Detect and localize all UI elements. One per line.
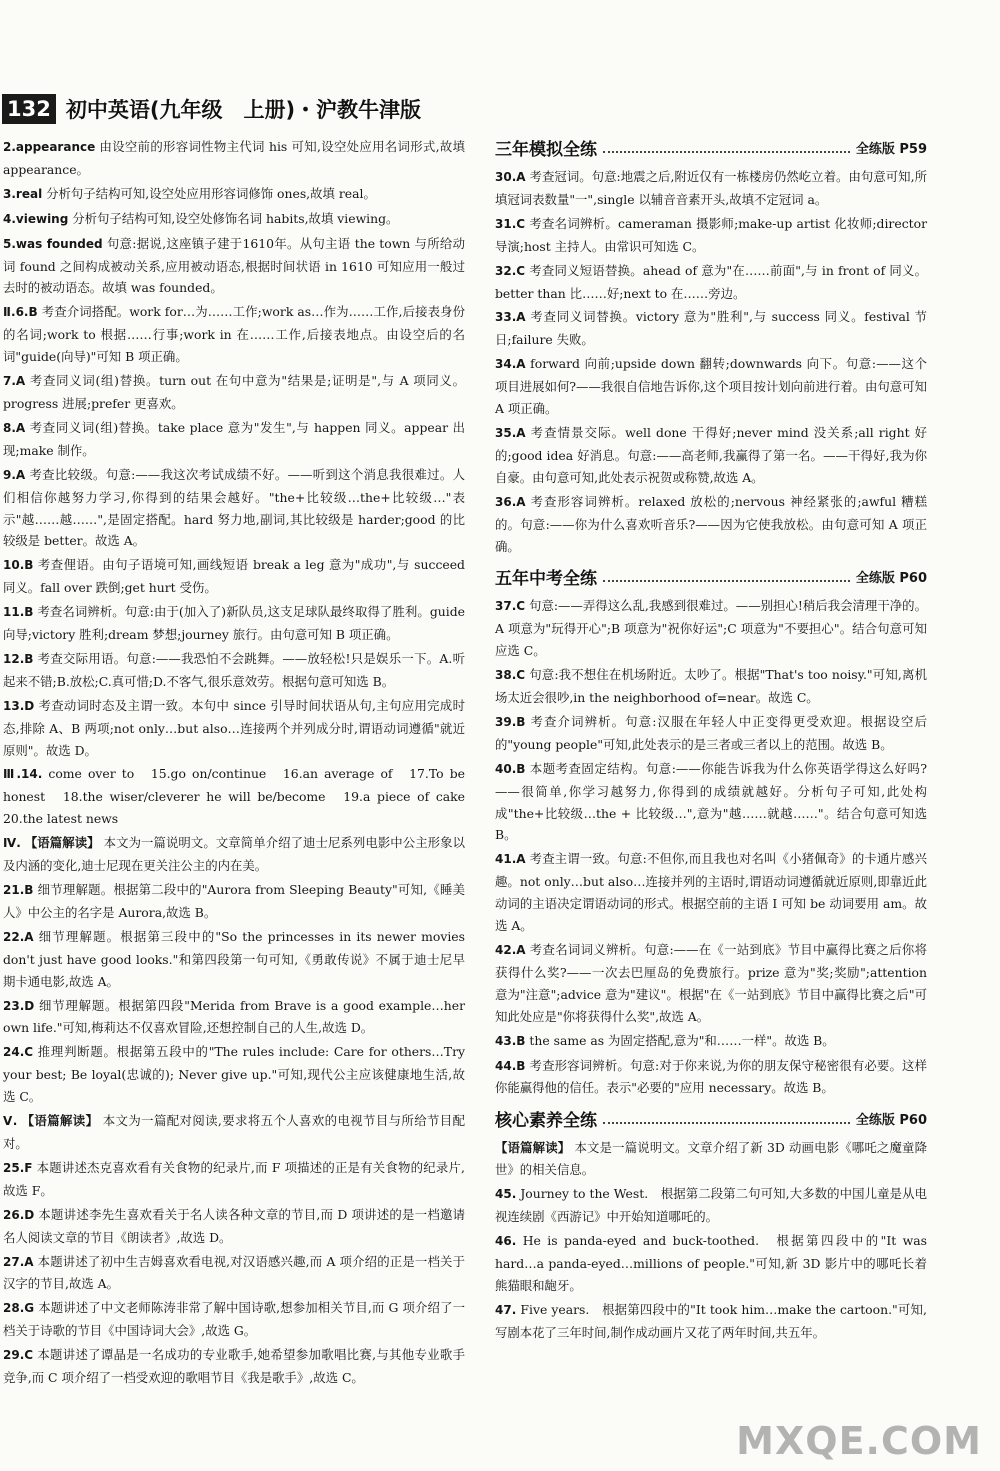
right-column — [495, 136, 927, 1346]
answer-entry — [495, 1183, 927, 1228]
answer-entry — [3, 1157, 465, 1202]
answer-entry — [495, 166, 927, 211]
answer-number: Ⅱ.6.B — [3, 305, 38, 320]
answer-entry — [495, 260, 927, 305]
answer-entry — [3, 554, 465, 599]
answer-explanation: 句意:据说,这座镇子建于1610年。从句主语 the town 与所给动词 found 之间构成被动关系,应用被动语态,根据时间状语 in 1610 可知应用一般过去时的被动语态。故填 was founded。 — [3, 235, 466, 296]
discourse-label: 【语篇解读】 — [495, 1140, 571, 1156]
answer-number: Ⅳ. — [3, 836, 21, 851]
answer-explanation: 本题讲述了谭晶是一名成功的专业歌手,她希望参加歌唱比赛,与其他专业歌手竞争,而 C 项介绍了一档受欢迎的歌唱节目《我是歌手》,故选 C。 — [3, 1347, 465, 1386]
answer-entry — [495, 939, 927, 1028]
answer-explanation: 考查交际用语。句意:——我恐怕不会跳舞。——放轻松!只是娱乐一下。A.听起来不错;B.放松;C.真可惜;D.不客气,很乐意效劳。根据句意可知选 B。 — [3, 650, 465, 689]
page-header — [0, 92, 1000, 126]
answer-entry — [495, 306, 927, 351]
answer-explanation: 考查介词搭配。work for…为……工作;work as…作为……工作,后接表身份的名词;work to 根据……行事;work in 在……工作,后接表地点。由设空后的名词"guide(向导)"可知 B 项正确。 — [3, 304, 465, 365]
book-title: 初中英语(九年级 上册)・沪教牛津版 — [65, 98, 422, 122]
section-page-ref: 全练版 P59 — [855, 141, 927, 157]
section-leader-dots — [603, 570, 850, 582]
answer-number: 8.A — [3, 420, 26, 435]
answer-entry — [3, 1204, 465, 1249]
answer-explanation: 本题考查固定结构。句意:——你能告诉我为什么你英语学得这么好吗?——很简单,你学习越努力,你得到的成绩就越好。分析句子可知,此处构成"the+比较级…the + 比较级…",意为"越……就越……"。结合句意可知选 B。 — [495, 760, 927, 843]
answer-explanation: 考查名词词义辨析。句意:——在《一站到底》节目中赢得比赛之后你将获得什么奖?——一次去巴厘岛的免费旅行。prize 意为"奖;奖励";attention 意为"注意";advice 意为"建议"。根据"在《一站到底》节目中赢得比赛之后"可知此处应是"你将获得什么奖",故选 A。 — [495, 942, 927, 1024]
answer-explanation: 考查情景交际。well done 干得好;never mind 没关系;all right 好的;good idea 好消息。句意:——高老师,我赢得了第一名。——干得好,我为你自豪。由句意可知,此处表示祝贺或称赞,故选 A。 — [495, 424, 927, 485]
answer-entry — [495, 595, 927, 662]
left-column — [3, 136, 478, 1391]
discourse-label: 【语篇解读】 — [24, 835, 100, 851]
answer-explanation: 考查介词辨析。句意:汉服在年轻人中正变得更受欢迎。根据设空后的"young people"可知,此处表示的是三者或三者以上的范围。故选 B。 — [495, 713, 927, 752]
answer-explanation: 本题讲述杰克喜欢看有关食物的纪录片,而 F 项描述的正是有关食物的纪录片,故选 F。 — [3, 1159, 465, 1198]
answer-number: 5.was founded — [3, 236, 103, 251]
answer-explanation: 细节理解题。根据第二段中的"Aurora from Sleeping Beauty"可知,《睡美人》中公主的名字是 Aurora,故选 B。 — [3, 882, 465, 920]
answer-explanation: 考查名词辨析。cameraman 摄影师;make-up artist 化妆师;director 导演;host 主持人。由常识可知选 C。 — [495, 215, 927, 254]
answer-entry — [3, 1251, 465, 1296]
answer-explanation: 考查名词辨析。句意:由于(加入了)新队员,这支足球队最终取得了胜利。guide 向导;victory 胜利;dream 梦想;journey 旅行。由句意可知 B 项正确。 — [3, 604, 465, 643]
answer-explanation: 考查俚语。由句子语境可知,画线短语 break a leg 意为"成功",与 succeed 同义。fall over 跌倒;get hurt 受伤。 — [3, 557, 465, 596]
answer-explanation: 考查主谓一致。句意:不但你,而且我也对名叫《小猪佩奇》的卡通片感兴趣。not only…but also…连接并列的主语时,谓语动词遵循就近原则,即靠近此动词的主语决定谓语动词的形式。根据空前的主语 I 可知 be 动词要用 am。故选 A。 — [495, 851, 927, 934]
answer-number: 30.A — [495, 170, 526, 184]
answer-number: 37.C — [495, 599, 526, 614]
answer-number: 26.D — [3, 1207, 35, 1222]
section-page-ref: 全练版 P60 — [855, 1112, 927, 1128]
answer-explanation: 细节理解题。根据第四段"Merida from Brave is a good example…her own life."可知,梅莉达不仅喜欢冒险,还想控制自己的人生,故选 D。 — [3, 997, 465, 1036]
answer-number: 32.C — [495, 263, 526, 278]
answer-entry — [3, 1297, 465, 1342]
answer-entry — [495, 664, 927, 709]
site-watermark: MXQE.COM — [736, 1419, 982, 1463]
answer-number: 25.F — [3, 1160, 33, 1175]
answer-number: 21.B — [3, 883, 34, 897]
answer-number: 10.B — [3, 558, 34, 573]
section-title: 核心素养全练 — [495, 1110, 597, 1131]
answer-number: 4.viewing — [3, 211, 69, 226]
answer-explanation: forward 向前;upside down 翻转;downwards 向下。句意:——这个项目进展如何?——我很自信地告诉你,这个项目按计划向前进行着。由句意可知 A 项正确。 — [495, 356, 927, 417]
answer-number: 35.A — [495, 425, 526, 440]
answer-entry — [3, 832, 465, 877]
answer-entry — [3, 695, 465, 762]
answer-explanation: 考查冠词。句意:地震之后,附近仅有一栋楼房仍然屹立着。由句意可知,所填冠词表数量"一",single 以辅音音素开头,故填不定冠词 a。 — [495, 169, 927, 207]
answer-number: 42.A — [495, 943, 526, 957]
answer-entry — [3, 417, 465, 462]
answer-entry — [495, 1299, 927, 1344]
section-leader-dots — [603, 1112, 850, 1124]
answer-number: 33.A — [495, 310, 526, 325]
answer-entry — [3, 464, 465, 553]
answer-explanation: 本题讲述李先生喜欢看关于名人读各种文章的节目,而 D 项讲述的是一档邀请名人阅读文章的节目《朗读者》,故选 D。 — [3, 1206, 465, 1245]
answer-explanation: Journey to the West. 根据第二段第二句可知,大多数的中国儿童是从电视连续剧《西游记》中开始知道哪吒的。 — [495, 1186, 927, 1225]
answer-entry — [495, 711, 927, 756]
answer-entry — [495, 1030, 927, 1053]
answer-number: 45. — [495, 1187, 517, 1202]
answer-entry — [3, 648, 465, 693]
answer-explanation: He is panda-eyed and buck-toothed. 根据第四段中的"It was hard…a panda-eyed…millions of people."可知,新 3D 影片中的哪吒长着熊猫眼和龅牙。 — [495, 1232, 927, 1293]
answer-entry — [3, 301, 465, 368]
answer-entry — [495, 1137, 927, 1181]
answer-entry — [3, 1344, 465, 1389]
section-title: 三年模拟全练 — [495, 139, 597, 160]
answer-entry — [3, 1041, 465, 1108]
answer-number: 44.B — [495, 1058, 526, 1073]
answer-number: 31.C — [495, 216, 526, 231]
answer-explanation: 句意:我不想住在机场附近。太吵了。根据"That's too noisy."可知,离机场太近会很吵,in the neighborhood of=near。故选 C。 — [495, 667, 927, 706]
answer-explanation: 分析句子结构可知,设空处修饰名词 habits,故填 viewing。 — [72, 210, 399, 226]
answer-number: 23.D — [3, 998, 35, 1013]
answer-entry — [3, 136, 465, 181]
answer-entry — [3, 370, 465, 415]
answer-number: Ⅴ. — [3, 1114, 18, 1129]
answer-entry — [495, 758, 927, 847]
answer-number: 7.A — [3, 374, 26, 389]
answer-number: Ⅲ.14. — [3, 767, 43, 782]
answer-explanation: 本文是一篇说明文。文章介绍了新 3D 动画电影《哪吒之魔童降世》的相关信息。 — [495, 1140, 927, 1178]
answer-number: 46. — [495, 1233, 517, 1248]
answer-number: 34.A — [495, 357, 526, 372]
answer-number: 27.A — [3, 1254, 34, 1269]
answer-number: 40.B — [495, 761, 526, 776]
answer-entry — [495, 491, 927, 558]
section-header — [495, 132, 927, 162]
page-number: 132 — [2, 94, 56, 124]
answer-entry — [495, 848, 927, 937]
answer-explanation: Five years. 根据第四段中的"It took him…make the cartoon."可知,写剧本花了三年时间,制作成动画片又花了两年时间,共五年。 — [495, 1301, 927, 1340]
answer-explanation: 考查同义词(组)替换。take place 意为"发生",与 happen 同义。appear 出现;make 制作。 — [3, 419, 465, 458]
answer-entry — [495, 213, 927, 258]
answer-explanation: 考查同义词替换。victory 意为"胜利",与 success 同义。festival 节日;failure 失败。 — [495, 309, 927, 348]
answer-number: 36.A — [495, 494, 526, 509]
answer-entry — [495, 422, 927, 489]
answer-number: 43.B — [495, 1033, 526, 1048]
answer-explanation: 考查同义词(组)替换。turn out 在句中意为"结果是;证明是",与 A 项同义。progress 进展;prefer 更喜欢。 — [3, 373, 465, 411]
answer-number: 12.B — [3, 651, 34, 666]
answer-explanation: 考查形容词辨析。relaxed 放松的;nervous 神经紧张的;awful 糟糕的。句意:——你为什么喜欢听音乐?——因为它使我放松。由句意可知 A 项正确。 — [495, 493, 927, 554]
answer-explanation: 考查比较级。句意:——我这次考试成绩不好。——听到这个消息我很难过。人们相信你越努力学习,你得到的结果会越好。"the+比较级…the+比较级…"表示"越……越……",是固定搭配。hard 努力地,副词,其比较级是 harder;good 的比较级是 better。故选 A。 — [3, 466, 465, 549]
answer-entry — [495, 353, 927, 420]
answer-number: 11.B — [3, 605, 34, 620]
section-header — [495, 561, 927, 591]
answer-explanation: 细节理解题。根据第三段中的"So the princesses in its newer movies don't just have good looks."和第四段第一句可知,《勇敢传说》不属于迪士尼早期卡通电影,故选 A。 — [3, 928, 465, 989]
answer-number: 29.C — [3, 1348, 34, 1363]
answer-explanation: come over to 15.go on/continue 16.an average of 17.To be honest 18.the wiser/cleverer he will be/become 19.a piece of cake 20.the latest news — [3, 766, 478, 827]
answer-number: 38.C — [495, 668, 526, 683]
answer-explanation: 考查动词时态及主谓一致。本句中 since 引导时间状语从句,主句应用完成时态,排除 A、B 两项;not only…but also…连接两个并列成分时,谓语动词遵循"就近原则"。故选 D。 — [3, 697, 465, 758]
answer-explanation: the same as 为固定搭配,意为"和……一样"。故选 B。 — [529, 1032, 835, 1048]
answer-number: 9.A — [3, 467, 26, 482]
answer-entry — [3, 763, 478, 830]
answer-explanation: 本文为一篇说明文。文章简单介绍了迪士尼系列电影中公主形象以及内涵的变化,迪士尼现在更关注公主的内在美。 — [3, 835, 465, 874]
answer-explanation: 考查形容词辨析。句意:对于你来说,为你的朋友保守秘密很有必要。这样你能赢得他的信任。表示"必要的"应用 necessary。故选 B。 — [495, 1057, 927, 1096]
answer-entry — [495, 1230, 927, 1297]
answer-explanation: 句意:——弄得这么乱,我感到很难过。——别担心!稍后我会清理干净的。A 项意为"玩得开心";B 项意为"祝你好运";C 项意为"不要担心"。结合句意可知应选 C。 — [495, 598, 927, 659]
answer-entry — [3, 233, 465, 300]
answer-explanation: 考查同义短语替换。ahead of 意为"在……前面",与 in front of 同义。better than 比……好;next to 在……旁边。 — [495, 262, 927, 301]
section-leader-dots — [603, 141, 850, 153]
answer-entry — [3, 1110, 465, 1155]
answer-number: 28.G — [3, 1301, 35, 1316]
section-title: 五年中考全练 — [495, 568, 597, 589]
answer-explanation: 推理判断题。根据第五段中的"The rules include: Care for others…Try your best; Be loyal(忠诚的); Never give up."可知,现代公主应该健康地生活,故选 C。 — [3, 1044, 465, 1105]
discourse-label: 【语篇解读】 — [21, 1113, 99, 1129]
answer-entry — [495, 1055, 927, 1100]
answer-explanation: 本文为一篇配对阅读,要求将五个人喜欢的电视节目与所给节目配对。 — [3, 1113, 465, 1151]
section-header — [495, 1103, 927, 1133]
answer-number: 22.A — [3, 929, 34, 944]
answer-entry — [3, 926, 465, 993]
answer-number: 3.real — [3, 186, 43, 201]
answer-entry — [3, 183, 465, 206]
section-page-ref: 全练版 P60 — [855, 570, 927, 586]
answer-explanation: 分析句子结构可知,设空处应用形容词修饰 ones,故填 real。 — [46, 185, 376, 201]
answer-number: 24.C — [3, 1045, 34, 1060]
answer-entry — [3, 879, 465, 924]
answer-entry — [3, 995, 465, 1040]
answer-explanation: 本题讲述了初中生吉姆喜欢看电视,对汉语感兴趣,而 A 项介绍的正是一档关于汉字的节目,故选 A。 — [3, 1253, 465, 1292]
answer-explanation: 由设空前的形容词性物主代词 his 可知,设空处应用名词形式,故填 appearance。 — [3, 139, 465, 177]
answer-number: 2.appearance — [3, 140, 96, 154]
answer-entry — [3, 601, 465, 646]
answer-number: 39.B — [495, 714, 526, 729]
answer-number: 41.A — [495, 852, 526, 867]
answer-entry — [3, 208, 465, 231]
answer-number: 13.D — [3, 698, 35, 713]
answer-number: 47. — [495, 1302, 517, 1317]
answer-explanation: 本题讲述了中文老师陈涛非常了解中国诗歌,想参加相关节目,而 G 项介绍了一档关于诗歌的节目《中国诗词大会》,故选 G。 — [3, 1300, 465, 1339]
